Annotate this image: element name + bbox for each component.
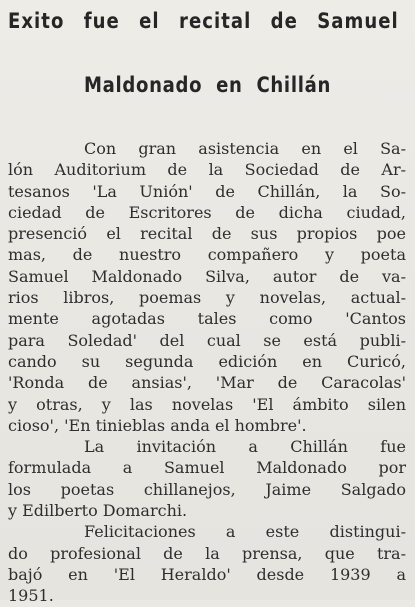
body-line: rios libros, poemas y novelas, actual- [8,288,406,308]
body-line: cioso', 'En tinieblas anda el hombre'. [8,415,307,435]
body-line: mas, de nuestro compañero y poeta [8,245,406,265]
body-line: Felicitaciones a este distingui- [84,522,406,542]
body-line: para Soledad' del cual se está publi- [8,330,406,350]
body-line: y Edilberto Domarchi. [8,501,188,521]
body-line: Con gran asistencia en el Sa- [84,139,406,158]
body-line: 1951. [8,586,54,606]
body-line: y otras, y las novelas 'El ámbito silen [8,394,406,414]
body-line: do profesional de la prensa, que tra- [8,543,406,563]
headline-line-2: Maldonado en Chillán [84,73,331,97]
body-line: lón Auditorium de la Sociedad de Ar- [8,160,406,180]
body-line: 'Ronda de ansias', 'Mar de Caracolas' [8,373,406,393]
article-body [8,138,408,607]
body-line: cando su segunda edición en Curicó, [8,351,406,371]
body-line: La invitación a Chillán fue [84,437,406,457]
body-line: mente agotadas tales como 'Cantos [8,309,406,329]
body-line: presenció el recital de sus propios poe [8,224,406,244]
body-line: tesanos 'La Unión' de Chillán, la So- [8,181,406,201]
body-line: bajó en 'El Heraldo' desde 1939 a [8,564,406,584]
headline-line-1: Exito fue el recital de Samuel [8,9,399,33]
body-line: formulada a Samuel Maldonado por [8,458,406,478]
body-line: ciedad de Escritores de dicha ciudad, [8,202,406,222]
body-line: Samuel Maldonado Silva, autor de va- [8,266,406,286]
body-line: los poetas chillanejos, Jaime Salgado [8,479,406,499]
